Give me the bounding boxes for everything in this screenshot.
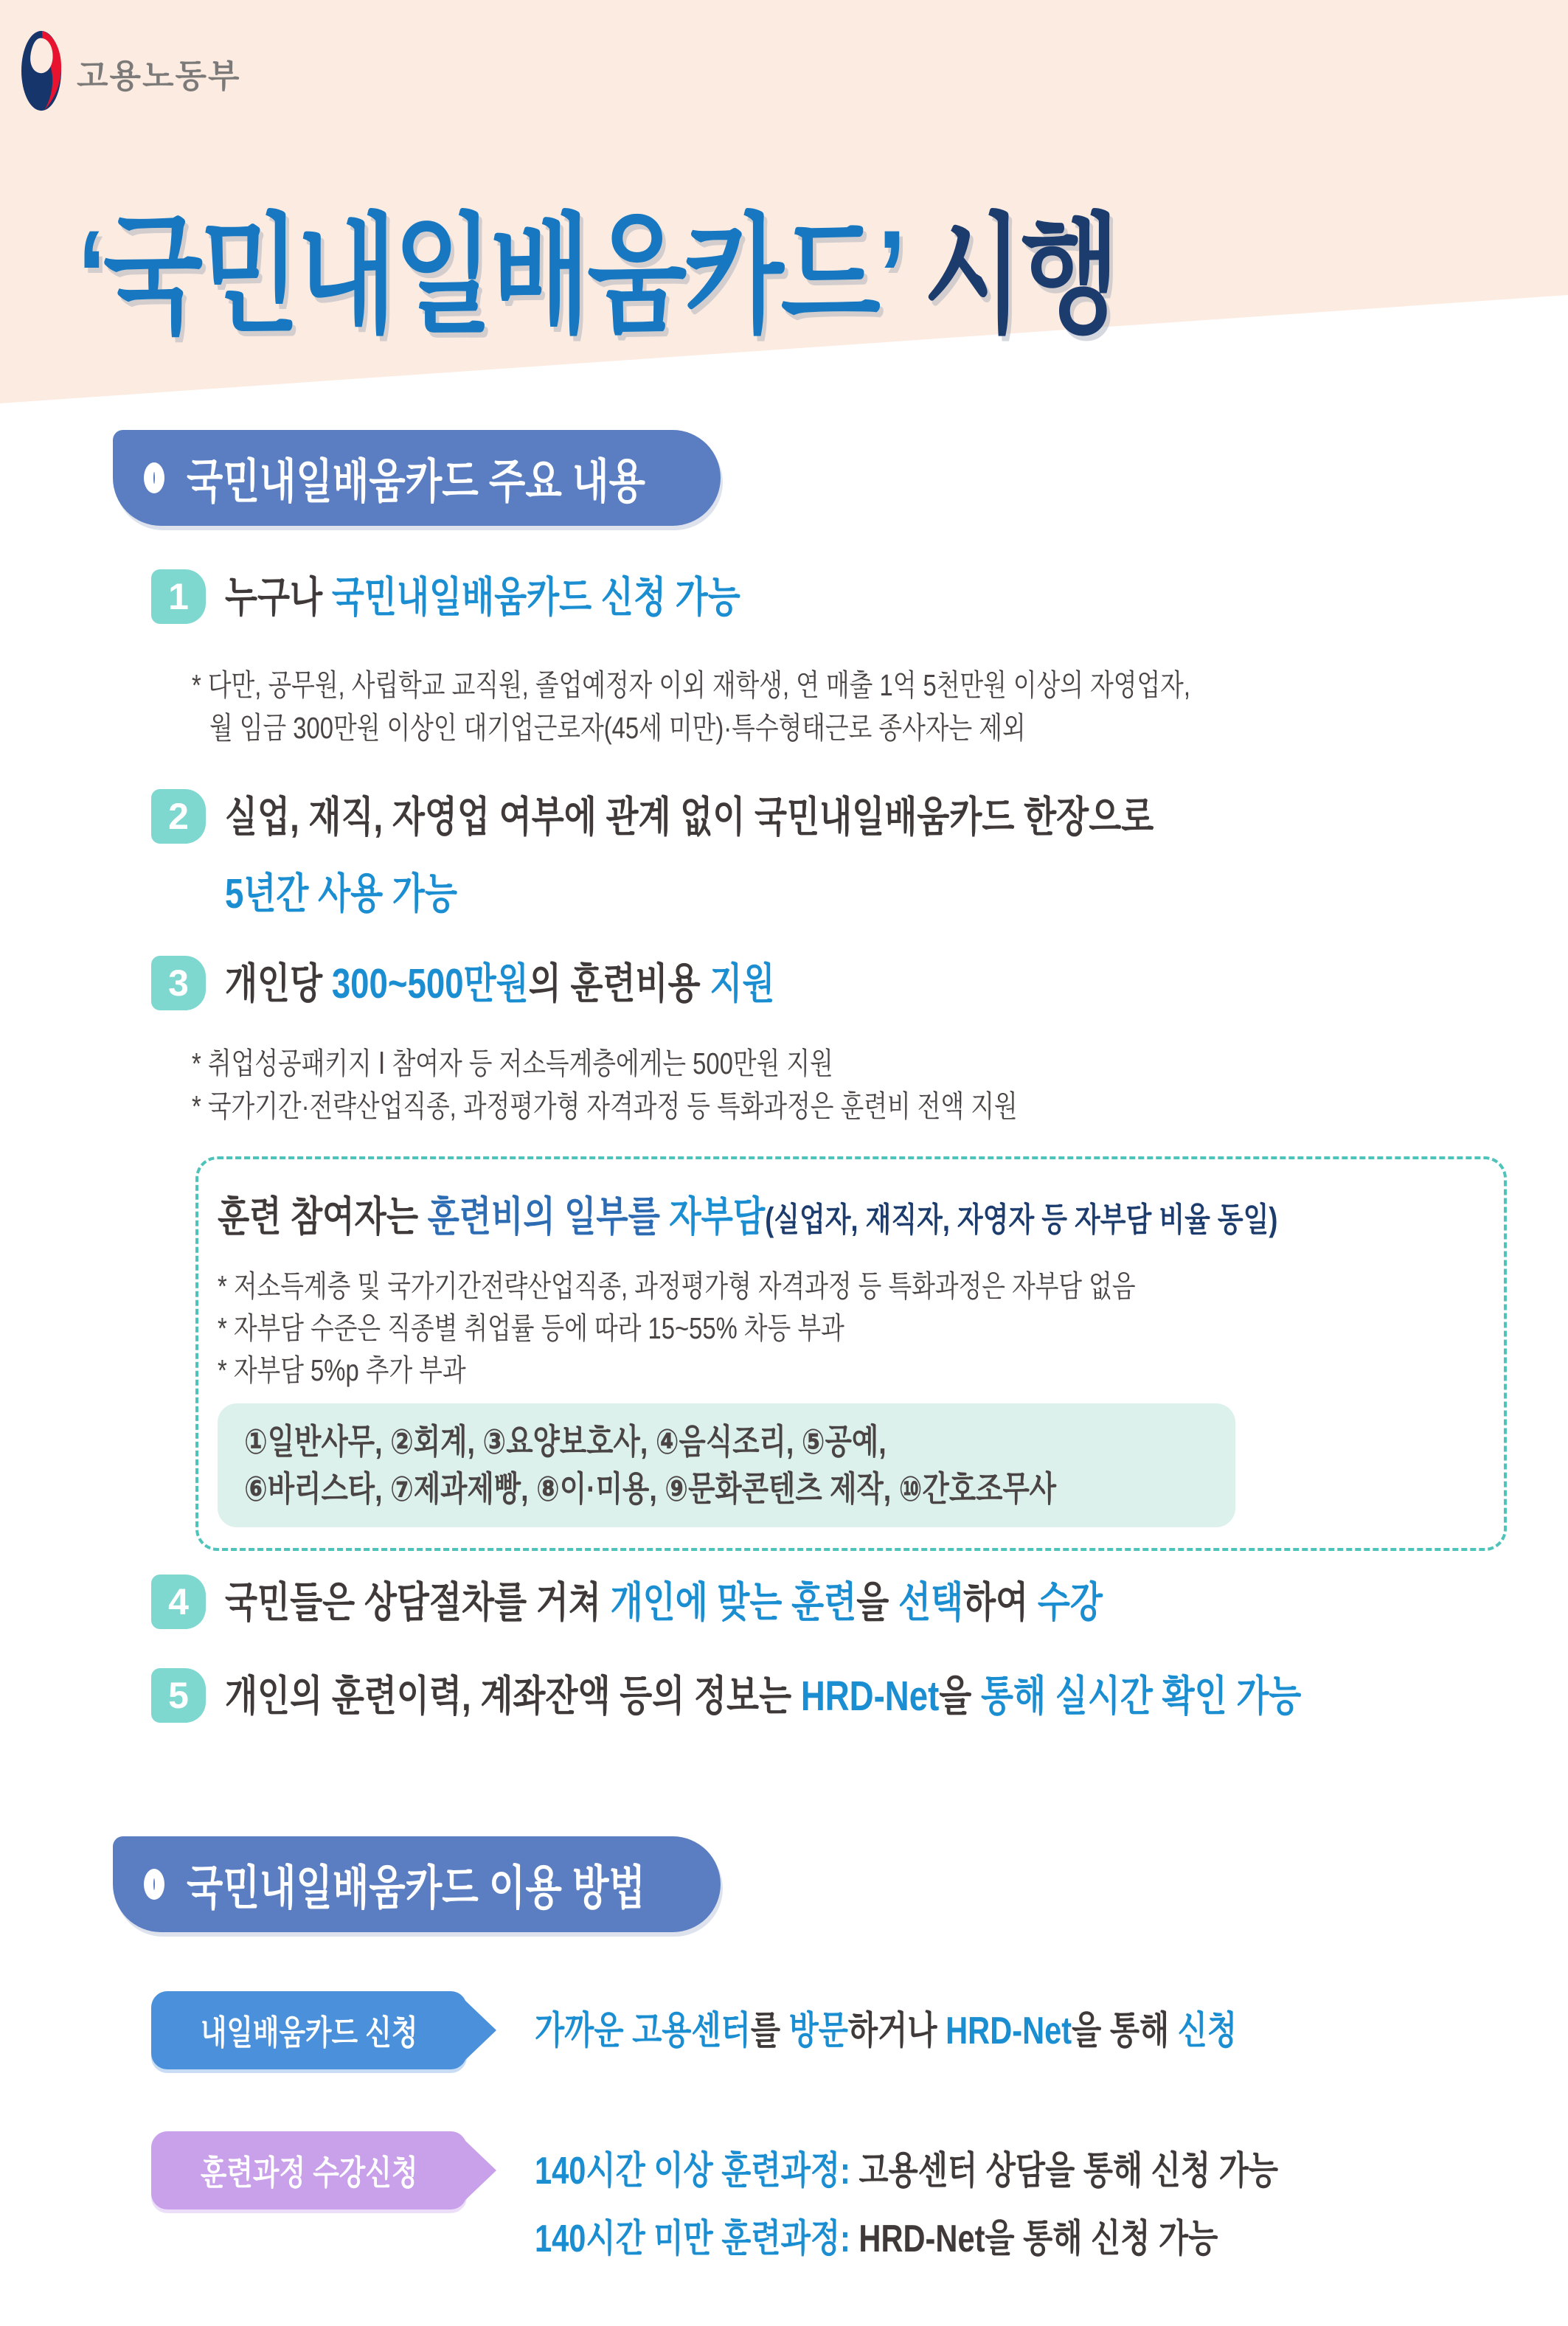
usage-row-course-apply (151, 2131, 1464, 2273)
page-title (77, 184, 1377, 369)
row1-seg6: 을 통해 (1072, 2010, 1178, 2052)
selfpay-note-line2: * 자부담 수준은 직종별 취업률 등에 따라 15~55% 차등 부과 (218, 1311, 844, 1345)
title-card-name: ‘국민내일배움카드’ (77, 204, 901, 348)
item5-seg2: HRD-Net (800, 1673, 940, 1720)
row2-line2-dark: HRD-Net을 통해 신청 가능 (858, 2218, 1218, 2260)
section1-title: 국민내일배움카드 주요 내용 (187, 455, 645, 508)
item1-notes (192, 664, 1440, 749)
selfpay-head-dark: 훈련 참여자는 (218, 1193, 428, 1240)
row1-seg7: 신청 (1177, 2010, 1238, 2052)
row1-seg4: 하거나 (847, 2010, 946, 2052)
surcharge-jobs-box (218, 1403, 1235, 1527)
item2-line2: 5년간 사용 가능 (225, 870, 457, 917)
item3-notes (192, 1042, 1224, 1128)
list-item-5 (151, 1668, 1568, 1724)
item4-seg5: 하여 (963, 1579, 1038, 1626)
number-badge-3: 3 (151, 956, 206, 1010)
row2-line1-dark: 고용센터 상담을 통해 신청 가능 (858, 2150, 1279, 2193)
jobs-line2: ⑥바리스타, ⑦제과제빵, ⑧이·미용, ⑨문화콘텐츠 제작, ⑩간호조무사 (244, 1469, 1057, 1508)
item4-seg2: 개인에 맞는 훈련 (610, 1579, 857, 1626)
usage-row-card-apply (151, 1991, 1412, 2069)
row1-seg3: 방문 (788, 2010, 848, 2052)
number-badge-5: 5 (151, 1668, 206, 1723)
ring-bullet-icon (144, 462, 164, 493)
card-apply-badge (151, 1991, 467, 2069)
jobs-line1: ①일반사무, ②회계, ③요양보호사, ④음식조리, ⑤공예, (244, 1422, 887, 1461)
selfpay-head-paren: (실업자, 재직자, 자영자 등 자부담 비율 동일) (765, 1201, 1278, 1238)
ministry-name: 고용노동부 (77, 58, 241, 94)
item4-seg3: 을 (856, 1579, 898, 1626)
number-badge-2: 2 (151, 789, 206, 844)
course-apply-badge-label: 훈련과정 수강신청 (200, 2153, 418, 2192)
item3-seg2: 300~500만원 (331, 960, 529, 1007)
ministry-logo (21, 29, 241, 116)
title-suffix: 시행 (900, 204, 1117, 348)
item5-seg1: 개인의 훈련이력, 계좌잔액 등의 정보는 (225, 1673, 801, 1720)
row2-line1-blue: 140시간 이상 훈련과정: (535, 2150, 859, 2193)
item2-line1: 실업, 재직, 자영업 여부에 관계 없이 국민내일배움카드 한장으로 (225, 794, 1154, 841)
item3-seg4: 지원 (710, 960, 775, 1007)
number-badge-1: 1 (151, 569, 206, 624)
section-header-main-contents (113, 430, 721, 526)
course-apply-badge (151, 2131, 467, 2209)
taegeuk-emblem-icon (21, 29, 63, 116)
item1-text-blue: 국민내일배움카드 신청 가능 (331, 574, 740, 621)
item1-note-line1: * 다만, 공무원, 사립학교 교직원, 졸업예정자 이외 재학생, 연 매출 1억 5천만원 이상의 자영업자, (192, 668, 1190, 702)
item5-seg3: 을 (939, 1673, 981, 1720)
item4-seg4: 선택 (898, 1579, 964, 1626)
card-apply-badge-label: 내일배움카드 신청 (200, 2013, 418, 2052)
number-badge-4: 4 (151, 1575, 206, 1629)
item1-text-dark: 누구나 (225, 574, 332, 621)
section-header-how-to-use (113, 1836, 721, 1932)
item3-note-line1: * 취업성공패키지 Ⅰ 참여자 등 저소득계층에게는 500만원 지원 (192, 1046, 833, 1080)
row1-seg5: HRD-Net (946, 2010, 1072, 2052)
self-pay-info-box (195, 1156, 1507, 1551)
section2-title: 국민내일배움카드 이용 방법 (187, 1861, 645, 1914)
item1-note-line2: 월 임금 300만원 이상인 대기업근로자(45세 미만)·특수형태근로 종사자는 제외 (209, 711, 1026, 745)
row2-line2-blue: 140시간 미만 훈련과정: (535, 2218, 859, 2260)
item3-seg1: 개인당 (225, 960, 332, 1007)
item4-seg1: 국민들은 상담절차를 거쳐 (225, 1579, 611, 1626)
row1-seg1: 가까운 고용센터 (535, 2010, 751, 2052)
selfpay-note-line1: * 저소득계층 및 국가기간전략산업직종, 과정평가형 자격과정 등 특화과정은 자부담 없음 (218, 1269, 1136, 1303)
item4-seg6: 수강 (1037, 1579, 1103, 1626)
list-item-2 (151, 789, 1386, 922)
list-item-3 (151, 956, 912, 1012)
selfpay-notes (218, 1266, 1482, 1392)
row1-seg2: 를 (750, 2010, 789, 2052)
selfpay-head-midblue: 훈련비의 일부를 (427, 1193, 670, 1240)
item3-note-line2: * 국가기간·전략산업직종, 과정평가형 자격과정 등 특화과정은 훈련비 전액 지원 (192, 1089, 1018, 1123)
ring-bullet-icon (144, 1869, 164, 1900)
list-item-1 (151, 569, 869, 625)
selfpay-head-blue: 자부담 (669, 1193, 766, 1240)
list-item-4 (151, 1575, 1322, 1631)
item5-seg4: 통해 실시간 확인 가능 (981, 1673, 1302, 1720)
item3-seg3: 의 훈련비용 (528, 960, 710, 1007)
selfpay-note-line3: * 자부담 5%p 추가 부과 (218, 1353, 466, 1387)
